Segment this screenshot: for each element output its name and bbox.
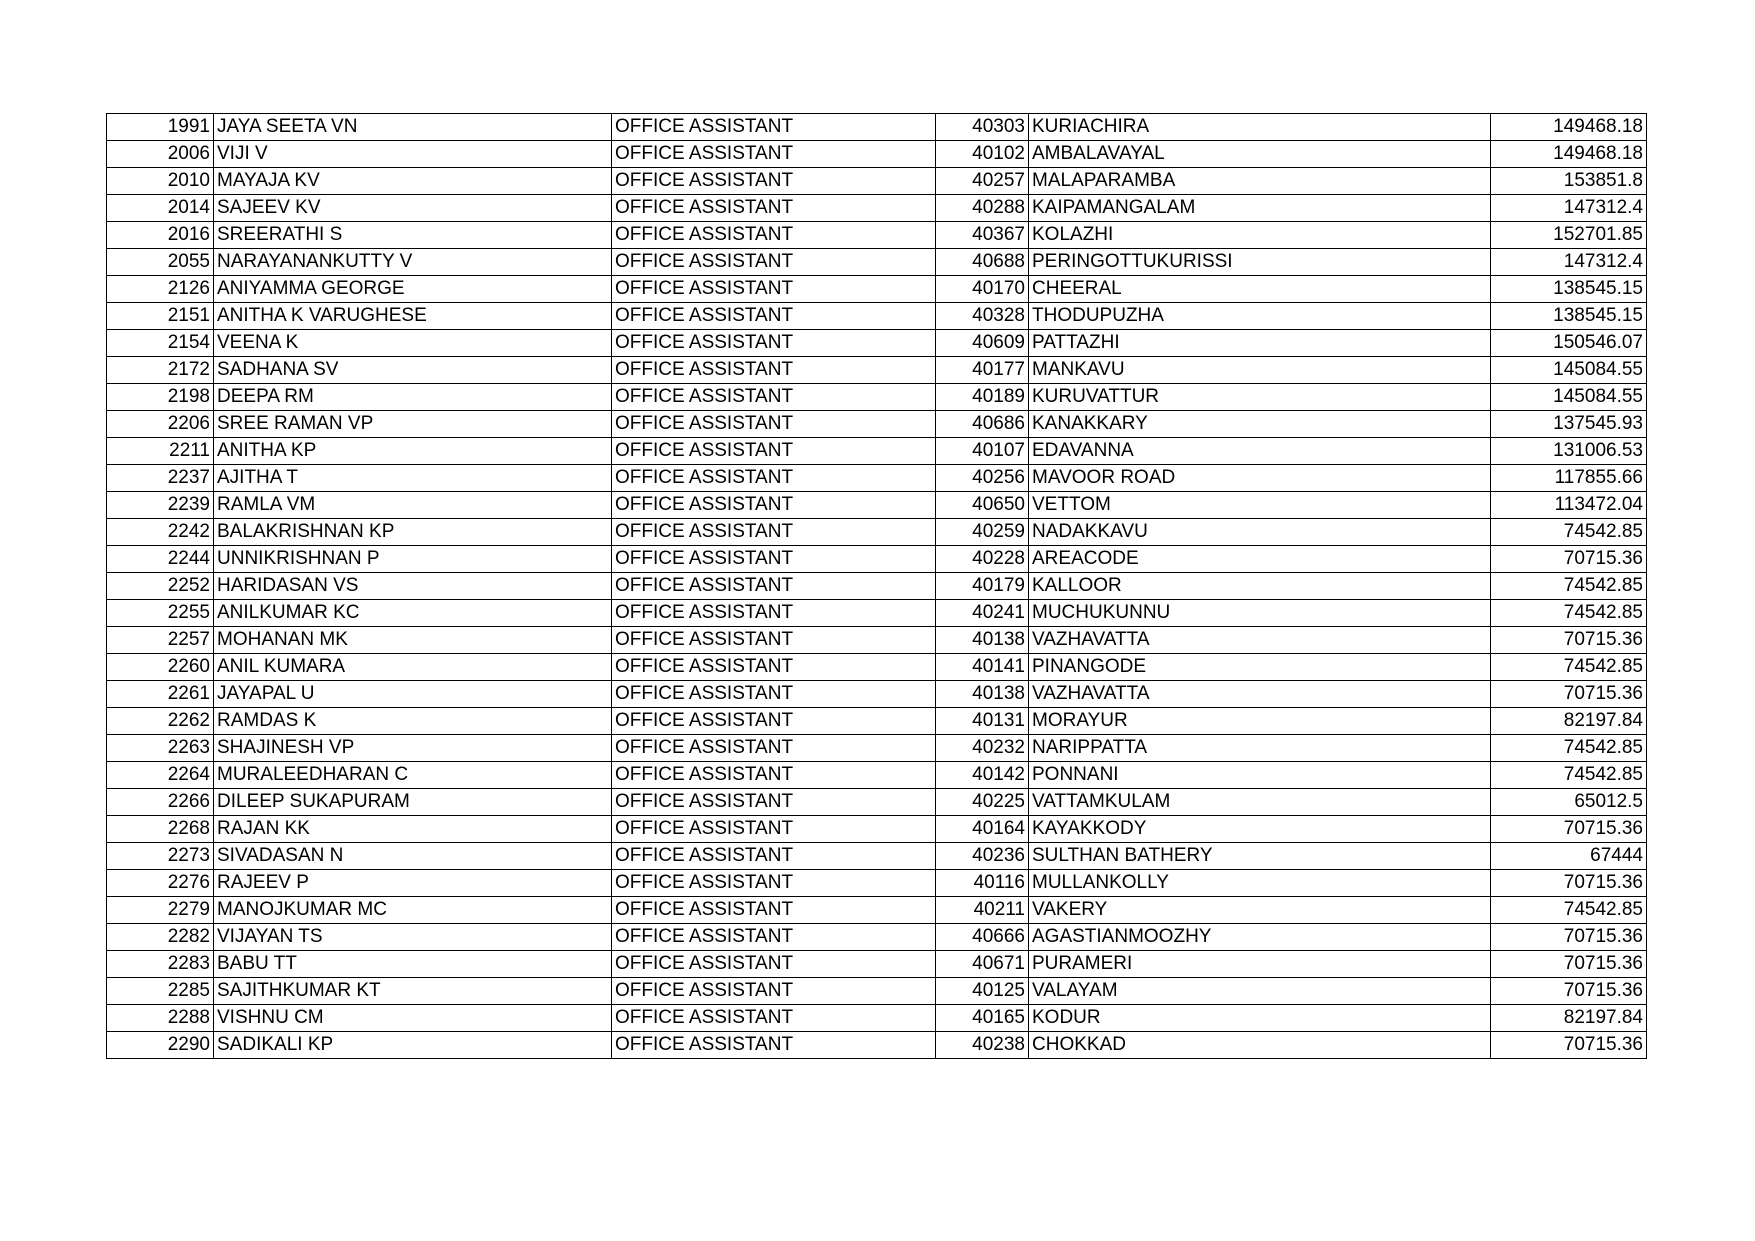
employee-name-cell: BALAKRISHNAN KP <box>214 519 612 546</box>
employee-id-cell: 2016 <box>107 222 214 249</box>
employee-id-cell: 2211 <box>107 438 214 465</box>
employee-table-body <box>107 114 1647 1059</box>
table-row <box>107 465 1647 492</box>
amount-cell: 152701.85 <box>1491 222 1647 249</box>
amount-cell: 149468.18 <box>1491 114 1647 141</box>
employee-name-cell: VIJI V <box>214 141 612 168</box>
employee-name-cell: SHAJINESH VP <box>214 735 612 762</box>
office-code-cell: 40189 <box>936 384 1029 411</box>
employee-id-cell: 2264 <box>107 762 214 789</box>
office-name-cell: MULLANKOLLY <box>1029 870 1491 897</box>
office-name-cell: KAYAKKODY <box>1029 816 1491 843</box>
employee-name-cell: SAJITHKUMAR KT <box>214 978 612 1005</box>
employee-name-cell: SREE RAMAN VP <box>214 411 612 438</box>
table-row <box>107 492 1647 519</box>
employee-name-cell: JAYAPAL U <box>214 681 612 708</box>
designation-cell: OFFICE ASSISTANT <box>612 222 936 249</box>
designation-cell: OFFICE ASSISTANT <box>612 330 936 357</box>
employee-table <box>106 113 1647 1059</box>
employee-id-cell: 2262 <box>107 708 214 735</box>
employee-id-cell: 2257 <box>107 627 214 654</box>
office-code-cell: 40288 <box>936 195 1029 222</box>
table-row <box>107 357 1647 384</box>
employee-name-cell: SADHANA SV <box>214 357 612 384</box>
amount-cell: 70715.36 <box>1491 870 1647 897</box>
employee-name-cell: ANIL KUMARA <box>214 654 612 681</box>
office-code-cell: 40232 <box>936 735 1029 762</box>
employee-name-cell: SAJEEV KV <box>214 195 612 222</box>
office-code-cell: 40179 <box>936 573 1029 600</box>
employee-id-cell: 1991 <box>107 114 214 141</box>
employee-id-cell: 2154 <box>107 330 214 357</box>
office-code-cell: 40238 <box>936 1032 1029 1059</box>
office-code-cell: 40211 <box>936 897 1029 924</box>
designation-cell: OFFICE ASSISTANT <box>612 843 936 870</box>
designation-cell: OFFICE ASSISTANT <box>612 978 936 1005</box>
employee-id-cell: 2288 <box>107 1005 214 1032</box>
employee-id-cell: 2055 <box>107 249 214 276</box>
amount-cell: 74542.85 <box>1491 600 1647 627</box>
table-row <box>107 735 1647 762</box>
office-name-cell: SULTHAN BATHERY <box>1029 843 1491 870</box>
amount-cell: 70715.36 <box>1491 681 1647 708</box>
designation-cell: OFFICE ASSISTANT <box>612 816 936 843</box>
employee-id-cell: 2266 <box>107 789 214 816</box>
employee-id-cell: 2252 <box>107 573 214 600</box>
designation-cell: OFFICE ASSISTANT <box>612 735 936 762</box>
amount-cell: 70715.36 <box>1491 951 1647 978</box>
table-row <box>107 627 1647 654</box>
employee-name-cell: MURALEEDHARAN C <box>214 762 612 789</box>
office-code-cell: 40686 <box>936 411 1029 438</box>
office-name-cell: VAZHAVATTA <box>1029 627 1491 654</box>
office-name-cell: MUCHUKUNNU <box>1029 600 1491 627</box>
amount-cell: 145084.55 <box>1491 384 1647 411</box>
employee-id-cell: 2273 <box>107 843 214 870</box>
designation-cell: OFFICE ASSISTANT <box>612 492 936 519</box>
employee-name-cell: ANILKUMAR KC <box>214 600 612 627</box>
amount-cell: 153851.8 <box>1491 168 1647 195</box>
employee-name-cell: VISHNU CM <box>214 1005 612 1032</box>
employee-id-cell: 2239 <box>107 492 214 519</box>
office-name-cell: MORAYUR <box>1029 708 1491 735</box>
amount-cell: 70715.36 <box>1491 924 1647 951</box>
employee-name-cell: SIVADASAN N <box>214 843 612 870</box>
office-name-cell: KOLAZHI <box>1029 222 1491 249</box>
designation-cell: OFFICE ASSISTANT <box>612 870 936 897</box>
table-row <box>107 708 1647 735</box>
employee-name-cell: AJITHA T <box>214 465 612 492</box>
office-name-cell: PURAMERI <box>1029 951 1491 978</box>
amount-cell: 149468.18 <box>1491 141 1647 168</box>
designation-cell: OFFICE ASSISTANT <box>612 438 936 465</box>
designation-cell: OFFICE ASSISTANT <box>612 168 936 195</box>
employee-name-cell: UNNIKRISHNAN P <box>214 546 612 573</box>
amount-cell: 70715.36 <box>1491 1032 1647 1059</box>
amount-cell: 137545.93 <box>1491 411 1647 438</box>
office-code-cell: 40107 <box>936 438 1029 465</box>
designation-cell: OFFICE ASSISTANT <box>612 1032 936 1059</box>
office-name-cell: KURIACHIRA <box>1029 114 1491 141</box>
amount-cell: 138545.15 <box>1491 303 1647 330</box>
table-row <box>107 222 1647 249</box>
employee-id-cell: 2010 <box>107 168 214 195</box>
designation-cell: OFFICE ASSISTANT <box>612 924 936 951</box>
employee-name-cell: MOHANAN MK <box>214 627 612 654</box>
employee-id-cell: 2276 <box>107 870 214 897</box>
office-code-cell: 40165 <box>936 1005 1029 1032</box>
office-code-cell: 40688 <box>936 249 1029 276</box>
office-name-cell: VAZHAVATTA <box>1029 681 1491 708</box>
amount-cell: 65012.5 <box>1491 789 1647 816</box>
office-code-cell: 40138 <box>936 627 1029 654</box>
office-name-cell: MANKAVU <box>1029 357 1491 384</box>
office-name-cell: CHEERAL <box>1029 276 1491 303</box>
office-name-cell: KALLOOR <box>1029 573 1491 600</box>
office-code-cell: 40116 <box>936 870 1029 897</box>
employee-name-cell: RAMLA VM <box>214 492 612 519</box>
designation-cell: OFFICE ASSISTANT <box>612 573 936 600</box>
employee-name-cell: BABU TT <box>214 951 612 978</box>
designation-cell: OFFICE ASSISTANT <box>612 249 936 276</box>
employee-name-cell: ANIYAMMA GEORGE <box>214 276 612 303</box>
employee-id-cell: 2237 <box>107 465 214 492</box>
office-code-cell: 40142 <box>936 762 1029 789</box>
table-row <box>107 897 1647 924</box>
office-code-cell: 40102 <box>936 141 1029 168</box>
employee-id-cell: 2282 <box>107 924 214 951</box>
employee-name-cell: DEEPA RM <box>214 384 612 411</box>
designation-cell: OFFICE ASSISTANT <box>612 465 936 492</box>
office-code-cell: 40164 <box>936 816 1029 843</box>
table-row <box>107 195 1647 222</box>
amount-cell: 131006.53 <box>1491 438 1647 465</box>
office-code-cell: 40259 <box>936 519 1029 546</box>
employee-name-cell: NARAYANANKUTTY V <box>214 249 612 276</box>
designation-cell: OFFICE ASSISTANT <box>612 411 936 438</box>
amount-cell: 74542.85 <box>1491 735 1647 762</box>
office-name-cell: PINANGODE <box>1029 654 1491 681</box>
table-row <box>107 762 1647 789</box>
designation-cell: OFFICE ASSISTANT <box>612 897 936 924</box>
office-code-cell: 40170 <box>936 276 1029 303</box>
employee-id-cell: 2244 <box>107 546 214 573</box>
office-name-cell: VAKERY <box>1029 897 1491 924</box>
designation-cell: OFFICE ASSISTANT <box>612 141 936 168</box>
office-name-cell: VATTAMKULAM <box>1029 789 1491 816</box>
employee-name-cell: MANOJKUMAR MC <box>214 897 612 924</box>
employee-name-cell: HARIDASAN VS <box>214 573 612 600</box>
table-row <box>107 411 1647 438</box>
office-name-cell: MALAPARAMBA <box>1029 168 1491 195</box>
office-name-cell: MAVOOR ROAD <box>1029 465 1491 492</box>
designation-cell: OFFICE ASSISTANT <box>612 195 936 222</box>
employee-id-cell: 2283 <box>107 951 214 978</box>
office-code-cell: 40236 <box>936 843 1029 870</box>
amount-cell: 138545.15 <box>1491 276 1647 303</box>
table-row <box>107 1005 1647 1032</box>
amount-cell: 82197.84 <box>1491 708 1647 735</box>
employee-id-cell: 2126 <box>107 276 214 303</box>
office-code-cell: 40257 <box>936 168 1029 195</box>
office-name-cell: VETTOM <box>1029 492 1491 519</box>
designation-cell: OFFICE ASSISTANT <box>612 789 936 816</box>
employee-id-cell: 2260 <box>107 654 214 681</box>
table-row <box>107 168 1647 195</box>
table-row <box>107 951 1647 978</box>
designation-cell: OFFICE ASSISTANT <box>612 546 936 573</box>
table-row <box>107 114 1647 141</box>
table-row <box>107 681 1647 708</box>
office-name-cell: EDAVANNA <box>1029 438 1491 465</box>
employee-name-cell: DILEEP SUKAPURAM <box>214 789 612 816</box>
employee-id-cell: 2261 <box>107 681 214 708</box>
table-row <box>107 654 1647 681</box>
employee-name-cell: SADIKALI KP <box>214 1032 612 1059</box>
table-row <box>107 843 1647 870</box>
office-code-cell: 40671 <box>936 951 1029 978</box>
office-name-cell: VALAYAM <box>1029 978 1491 1005</box>
employee-name-cell: ANITHA K VARUGHESE <box>214 303 612 330</box>
amount-cell: 70715.36 <box>1491 627 1647 654</box>
office-name-cell: KAIPAMANGALAM <box>1029 195 1491 222</box>
amount-cell: 74542.85 <box>1491 897 1647 924</box>
employee-id-cell: 2268 <box>107 816 214 843</box>
designation-cell: OFFICE ASSISTANT <box>612 762 936 789</box>
amount-cell: 70715.36 <box>1491 816 1647 843</box>
office-name-cell: AREACODE <box>1029 546 1491 573</box>
office-code-cell: 40241 <box>936 600 1029 627</box>
office-name-cell: KURUVATTUR <box>1029 384 1491 411</box>
table-row <box>107 249 1647 276</box>
designation-cell: OFFICE ASSISTANT <box>612 303 936 330</box>
employee-id-cell: 2290 <box>107 1032 214 1059</box>
office-code-cell: 40650 <box>936 492 1029 519</box>
employee-name-cell: VEENA K <box>214 330 612 357</box>
employee-id-cell: 2206 <box>107 411 214 438</box>
employee-name-cell: MAYAJA KV <box>214 168 612 195</box>
office-name-cell: PATTAZHI <box>1029 330 1491 357</box>
office-code-cell: 40228 <box>936 546 1029 573</box>
designation-cell: OFFICE ASSISTANT <box>612 681 936 708</box>
amount-cell: 117855.66 <box>1491 465 1647 492</box>
designation-cell: OFFICE ASSISTANT <box>612 708 936 735</box>
employee-name-cell: RAJAN KK <box>214 816 612 843</box>
employee-id-cell: 2255 <box>107 600 214 627</box>
employee-name-cell: RAMDAS K <box>214 708 612 735</box>
designation-cell: OFFICE ASSISTANT <box>612 519 936 546</box>
employee-id-cell: 2151 <box>107 303 214 330</box>
amount-cell: 74542.85 <box>1491 519 1647 546</box>
employee-id-cell: 2285 <box>107 978 214 1005</box>
office-name-cell: CHOKKAD <box>1029 1032 1491 1059</box>
table-row <box>107 546 1647 573</box>
amount-cell: 70715.36 <box>1491 546 1647 573</box>
amount-cell: 147312.4 <box>1491 249 1647 276</box>
table-row <box>107 870 1647 897</box>
designation-cell: OFFICE ASSISTANT <box>612 357 936 384</box>
employee-id-cell: 2006 <box>107 141 214 168</box>
office-code-cell: 40609 <box>936 330 1029 357</box>
amount-cell: 82197.84 <box>1491 1005 1647 1032</box>
office-name-cell: PONNANI <box>1029 762 1491 789</box>
amount-cell: 150546.07 <box>1491 330 1647 357</box>
designation-cell: OFFICE ASSISTANT <box>612 384 936 411</box>
amount-cell: 74542.85 <box>1491 654 1647 681</box>
office-name-cell: PERINGOTTUKURISSI <box>1029 249 1491 276</box>
designation-cell: OFFICE ASSISTANT <box>612 951 936 978</box>
office-code-cell: 40225 <box>936 789 1029 816</box>
table-row <box>107 276 1647 303</box>
amount-cell: 113472.04 <box>1491 492 1647 519</box>
table-row <box>107 438 1647 465</box>
table-row <box>107 573 1647 600</box>
office-code-cell: 40303 <box>936 114 1029 141</box>
office-code-cell: 40256 <box>936 465 1029 492</box>
table-row <box>107 330 1647 357</box>
table-row <box>107 141 1647 168</box>
employee-name-cell: JAYA SEETA VN <box>214 114 612 141</box>
table-row <box>107 384 1647 411</box>
amount-cell: 74542.85 <box>1491 762 1647 789</box>
designation-cell: OFFICE ASSISTANT <box>612 276 936 303</box>
office-code-cell: 40125 <box>936 978 1029 1005</box>
amount-cell: 145084.55 <box>1491 357 1647 384</box>
designation-cell: OFFICE ASSISTANT <box>612 654 936 681</box>
office-name-cell: KANAKKARY <box>1029 411 1491 438</box>
employee-name-cell: SREERATHI S <box>214 222 612 249</box>
employee-id-cell: 2279 <box>107 897 214 924</box>
amount-cell: 147312.4 <box>1491 195 1647 222</box>
table-row <box>107 519 1647 546</box>
office-name-cell: AMBALAVAYAL <box>1029 141 1491 168</box>
designation-cell: OFFICE ASSISTANT <box>612 114 936 141</box>
office-code-cell: 40666 <box>936 924 1029 951</box>
office-code-cell: 40138 <box>936 681 1029 708</box>
table-row <box>107 600 1647 627</box>
office-name-cell: THODUPUZHA <box>1029 303 1491 330</box>
designation-cell: OFFICE ASSISTANT <box>612 627 936 654</box>
amount-cell: 70715.36 <box>1491 978 1647 1005</box>
table-row <box>107 816 1647 843</box>
amount-cell: 67444 <box>1491 843 1647 870</box>
office-code-cell: 40141 <box>936 654 1029 681</box>
employee-name-cell: VIJAYAN TS <box>214 924 612 951</box>
office-name-cell: NARIPPATTA <box>1029 735 1491 762</box>
employee-id-cell: 2242 <box>107 519 214 546</box>
designation-cell: OFFICE ASSISTANT <box>612 600 936 627</box>
office-code-cell: 40177 <box>936 357 1029 384</box>
table-row <box>107 924 1647 951</box>
employee-name-cell: RAJEEV P <box>214 870 612 897</box>
office-name-cell: AGASTIANMOOZHY <box>1029 924 1491 951</box>
table-row <box>107 1032 1647 1059</box>
employee-id-cell: 2014 <box>107 195 214 222</box>
designation-cell: OFFICE ASSISTANT <box>612 1005 936 1032</box>
employee-id-cell: 2198 <box>107 384 214 411</box>
office-name-cell: NADAKKAVU <box>1029 519 1491 546</box>
table-row <box>107 978 1647 1005</box>
employee-id-cell: 2172 <box>107 357 214 384</box>
table-row <box>107 303 1647 330</box>
amount-cell: 74542.85 <box>1491 573 1647 600</box>
office-code-cell: 40131 <box>936 708 1029 735</box>
employee-name-cell: ANITHA KP <box>214 438 612 465</box>
office-code-cell: 40367 <box>936 222 1029 249</box>
office-code-cell: 40328 <box>936 303 1029 330</box>
office-name-cell: KODUR <box>1029 1005 1491 1032</box>
table-row <box>107 789 1647 816</box>
employee-id-cell: 2263 <box>107 735 214 762</box>
